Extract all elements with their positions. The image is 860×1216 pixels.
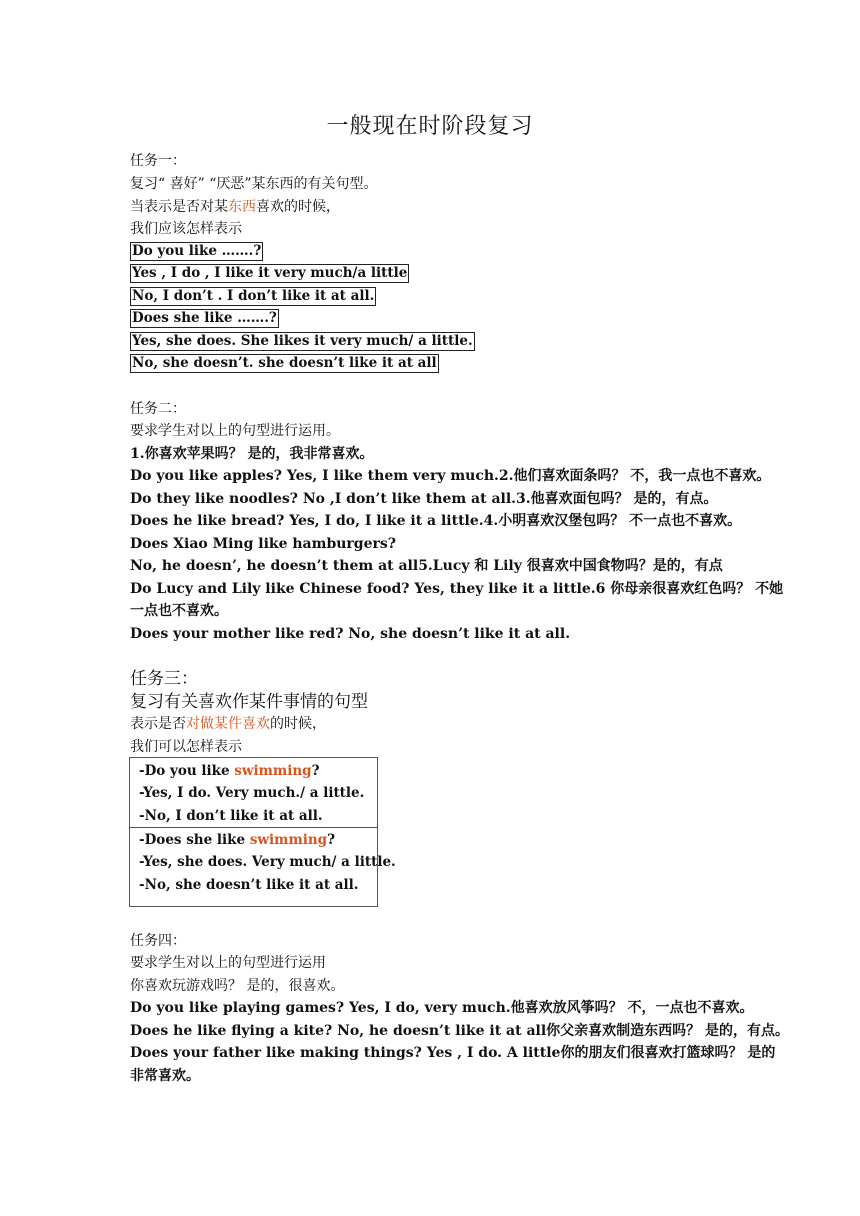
task4-line: 非常喜欢。 <box>130 1068 200 1084</box>
pattern-box: Does she like …….? <box>132 310 277 326</box>
task1-when <box>130 197 340 217</box>
task1-when-highlight: 东西 <box>228 199 256 215</box>
box1-question <box>139 761 320 781</box>
task4-heading: 任务四： <box>130 933 186 949</box>
task2-line: Do Lucy and Lily like Chinese food? Yes, they like it a little.6 你母亲很喜欢红色吗？ 不她 <box>130 581 784 597</box>
box1-q-a: -Do you like <box>139 763 235 779</box>
box2-question <box>139 830 335 850</box>
task3-when-a: 表示是否 <box>130 716 186 732</box>
task1-intro: 复习“ 喜好” “厌恶”某东西的有关句型。 <box>130 176 378 192</box>
task2-line: 1.你喜欢苹果吗？ 是的，我非常喜欢。 <box>130 446 374 462</box>
box1-yes: -Yes, I do. Very much./ a little. <box>139 785 365 801</box>
task2-line: Does he like bread? Yes, I do, I like it a little.4.小明喜欢汉堡包吗？ 不一点也不喜欢。 <box>130 513 742 529</box>
table-divider <box>130 827 377 828</box>
task2-intro: 要求学生对以上的句型进行运用。 <box>130 423 340 439</box>
task4-line: Does he like flying a kite? No, he doesn’t like it at all你父亲喜欢制造东西吗？ 是的，有点。 <box>130 1023 790 1039</box>
task2-line: Does your mother like red? No, she doesn’t like it at all. <box>130 626 571 642</box>
task2-line: Do you like apples? Yes, I like them very much.2.他们喜欢面条吗？ 不，我一点也不喜欢。 <box>130 468 771 484</box>
task1-when-a: 当表示是否对某 <box>130 199 228 215</box>
pattern-box: Yes , I do , I like it very much/a little <box>132 265 408 281</box>
box2-yes: -Yes, she does. Very much/ a little. <box>139 854 396 870</box>
pattern-box: Yes, she does. She likes it very much/ a little. <box>132 333 473 349</box>
task4-intro: 要求学生对以上的句型进行运用 <box>130 955 326 971</box>
box2-q-b: ? <box>327 832 336 848</box>
task2-line: 一点也不喜欢。 <box>130 603 228 619</box>
task2-line: Does Xiao Ming like hamburgers? <box>130 536 396 552</box>
task1-heading: 任务一： <box>130 153 186 169</box>
task3-intro: 复习有关喜欢作某件事情的句型 <box>130 692 368 712</box>
task3-heading: 任务三： <box>130 669 198 689</box>
pattern-box: Do you like …….? <box>132 243 262 259</box>
box1-no: -No, I don’t like it at all. <box>139 808 323 824</box>
box2-q-highlight: swimming <box>249 832 328 848</box>
task4-line: Do you like playing games? Yes, I do, very much.他喜欢放风筝吗？ 不，一点也不喜欢。 <box>130 1000 754 1016</box>
task1-how: 我们应该怎样表示 <box>130 221 242 237</box>
box1-q-b: ? <box>311 763 320 779</box>
pattern-box: No, I don’t . I don’t like it at all. <box>132 288 375 304</box>
dialogue-table <box>129 757 396 907</box>
task3-when <box>130 714 326 734</box>
box1-q-highlight: swimming <box>234 763 312 779</box>
task4-line: Does your father like making things? Yes , I do. A little你的朋友们很喜欢打篮球吗？ 是的 <box>130 1045 776 1061</box>
page-title: 一般现在时阶段复习 <box>326 114 534 139</box>
task3-when-b: 的时候， <box>270 716 326 732</box>
task4-line: 你喜欢玩游戏吗？ 是的，很喜欢。 <box>130 978 345 994</box>
task2-line: No, he doesn’, he doesn’t them at all5.Lucy 和 Lily 很喜欢中国食物吗？是的，有点 <box>130 558 723 574</box>
box2-no: -No, she doesn’t like it at all. <box>139 877 359 893</box>
task3-when-highlight: 对做某件喜欢 <box>186 716 270 732</box>
pattern-box: No, she doesn’t. she doesn’t like it at all <box>132 355 437 371</box>
task1-when-b: 喜欢的时候， <box>256 199 340 215</box>
task2-line: Do they like noodles? No ,I don’t like them at all.3.他喜欢面包吗？ 是的，有点。 <box>130 491 718 507</box>
task2-heading: 任务二： <box>130 401 186 417</box>
task3-how: 我们可以怎样表示 <box>130 739 242 755</box>
box2-q-a: -Does she like <box>139 832 250 848</box>
